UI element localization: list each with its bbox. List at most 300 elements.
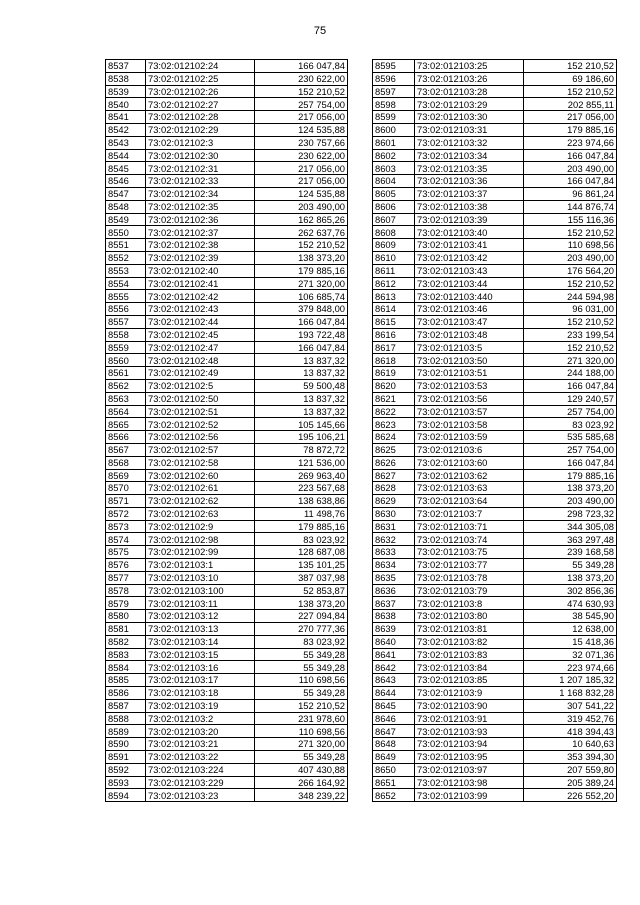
cadastral-number: 73:02:012103:85 — [415, 674, 524, 687]
cadastral-number: 73:02:012102:30 — [146, 149, 255, 162]
row-number: 8557 — [106, 315, 146, 328]
row-number: 8605 — [373, 187, 415, 200]
table-row — [106, 303, 348, 316]
cadastral-number: 73:02:012102:45 — [146, 328, 255, 341]
row-number: 8601 — [373, 136, 415, 149]
table-row — [373, 392, 617, 405]
cadastral-number: 73:02:012103:16 — [146, 661, 255, 674]
row-number: 8639 — [373, 623, 415, 636]
cadastral-value: 262 637,76 — [255, 226, 348, 239]
cadastral-number: 73:02:012103:19 — [146, 699, 255, 712]
table-row — [106, 610, 348, 623]
cadastral-value: 217 056,00 — [255, 175, 348, 188]
row-number: 8614 — [373, 303, 415, 316]
table-row — [106, 635, 348, 648]
cadastral-value: 32 071,36 — [524, 648, 617, 661]
cadastral-value: 152 210,52 — [524, 315, 617, 328]
row-number: 8552 — [106, 251, 146, 264]
table-row — [373, 418, 617, 431]
row-number: 8582 — [106, 635, 146, 648]
cadastral-value: 166 047,84 — [255, 315, 348, 328]
cadastral-number: 73:02:012103:75 — [415, 546, 524, 559]
cadastral-value: 217 056,00 — [255, 111, 348, 124]
cadastral-value: 78 872,72 — [255, 443, 348, 456]
table-row — [106, 239, 348, 252]
table-row — [373, 264, 617, 277]
cadastral-number: 73:02:012103:22 — [146, 751, 255, 764]
cadastral-number: 73:02:012103:9 — [415, 687, 524, 700]
cadastral-value: 13 837,32 — [255, 392, 348, 405]
cadastral-number: 73:02:012102:62 — [146, 495, 255, 508]
row-number: 8577 — [106, 571, 146, 584]
table-row — [373, 495, 617, 508]
cadastral-value: 230 622,00 — [255, 149, 348, 162]
cadastral-value: 69 186,60 — [524, 72, 617, 85]
table-row — [106, 725, 348, 738]
table-row — [106, 98, 348, 111]
table-row — [373, 623, 617, 636]
row-number: 8647 — [373, 725, 415, 738]
row-number: 8542 — [106, 123, 146, 136]
row-number: 8615 — [373, 315, 415, 328]
row-number: 8588 — [106, 712, 146, 725]
cadastral-number: 73:02:012103:5 — [415, 341, 524, 354]
row-number: 8586 — [106, 687, 146, 700]
row-number: 8576 — [106, 559, 146, 572]
cadastral-value: 307 541,22 — [524, 699, 617, 712]
cadastral-value: 152 210,52 — [524, 85, 617, 98]
cadastral-number: 73:02:012103:21 — [146, 738, 255, 751]
cadastral-number: 73:02:012102:49 — [146, 367, 255, 380]
row-number: 8548 — [106, 200, 146, 213]
table-row — [373, 303, 617, 316]
table-row — [373, 661, 617, 674]
table-row — [373, 72, 617, 85]
cadastral-number: 73:02:012103:29 — [415, 98, 524, 111]
table-row — [373, 789, 617, 802]
cadastral-number: 73:02:012103:94 — [415, 738, 524, 751]
cadastral-number: 73:02:012103:28 — [415, 85, 524, 98]
table-row — [373, 482, 617, 495]
table-body — [373, 60, 617, 802]
row-number: 8563 — [106, 392, 146, 405]
table-row — [106, 751, 348, 764]
table-row — [106, 763, 348, 776]
table-row — [373, 648, 617, 661]
row-number: 8607 — [373, 213, 415, 226]
table-row — [106, 661, 348, 674]
cadastral-value: 55 349,28 — [524, 559, 617, 572]
cadastral-table-left — [105, 59, 348, 802]
table-row — [106, 789, 348, 802]
row-number: 8598 — [373, 98, 415, 111]
cadastral-value: 387 037,98 — [255, 571, 348, 584]
cadastral-value: 138 373,20 — [524, 571, 617, 584]
cadastral-number: 73:02:012102:52 — [146, 418, 255, 431]
cadastral-number: 73:02:012103:12 — [146, 610, 255, 623]
row-number: 8559 — [106, 341, 146, 354]
cadastral-value: 363 297,48 — [524, 533, 617, 546]
table-row — [106, 559, 348, 572]
cadastral-value: 353 394,30 — [524, 751, 617, 764]
cadastral-number: 73:02:012102:29 — [146, 123, 255, 136]
cadastral-value: 13 837,32 — [255, 367, 348, 380]
cadastral-number: 73:02:012103:20 — [146, 725, 255, 738]
cadastral-value: 144 876,74 — [524, 200, 617, 213]
cadastral-number: 73:02:012103:10 — [146, 571, 255, 584]
row-number: 8537 — [106, 60, 146, 73]
cadastral-number: 73:02:012102:39 — [146, 251, 255, 264]
cadastral-number: 73:02:012102:28 — [146, 111, 255, 124]
table-row — [106, 341, 348, 354]
table-row — [106, 162, 348, 175]
cadastral-number: 73:02:012102:56 — [146, 431, 255, 444]
row-number: 8562 — [106, 379, 146, 392]
cadastral-number: 73:02:012103:30 — [415, 111, 524, 124]
row-number: 8594 — [106, 789, 146, 802]
row-number: 8629 — [373, 495, 415, 508]
cadastral-number: 73:02:012103:63 — [415, 482, 524, 495]
cadastral-value: 230 757,66 — [255, 136, 348, 149]
cadastral-number: 73:02:012103:81 — [415, 623, 524, 636]
row-number: 8645 — [373, 699, 415, 712]
row-number: 8622 — [373, 405, 415, 418]
table-row — [373, 584, 617, 597]
row-number: 8573 — [106, 520, 146, 533]
cadastral-number: 73:02:012103:6 — [415, 443, 524, 456]
cadastral-number: 73:02:012102:26 — [146, 85, 255, 98]
table-row — [373, 251, 617, 264]
table-row — [106, 738, 348, 751]
cadastral-value: 207 559,80 — [524, 763, 617, 776]
table-row — [373, 213, 617, 226]
row-number: 8590 — [106, 738, 146, 751]
table-row — [373, 469, 617, 482]
cadastral-number: 73:02:012103:56 — [415, 392, 524, 405]
table-row — [106, 674, 348, 687]
cadastral-value: 348 239,22 — [255, 789, 348, 802]
cadastral-number: 73:02:012102:42 — [146, 290, 255, 303]
cadastral-number: 73:02:012103:62 — [415, 469, 524, 482]
cadastral-value: 52 853,87 — [255, 584, 348, 597]
cadastral-number: 73:02:012103:95 — [415, 751, 524, 764]
row-number: 8544 — [106, 149, 146, 162]
cadastral-value: 379 848,00 — [255, 303, 348, 316]
cadastral-number: 73:02:012102:61 — [146, 482, 255, 495]
row-number: 8547 — [106, 187, 146, 200]
cadastral-number: 73:02:012103:25 — [415, 60, 524, 73]
cadastral-value: 55 349,28 — [255, 661, 348, 674]
row-number: 8564 — [106, 405, 146, 418]
row-number: 8591 — [106, 751, 146, 764]
cadastral-value: 217 056,00 — [255, 162, 348, 175]
cadastral-value: 38 545,90 — [524, 610, 617, 623]
cadastral-value: 106 685,74 — [255, 290, 348, 303]
cadastral-value: 233 199,54 — [524, 328, 617, 341]
table-row — [106, 175, 348, 188]
table-row — [373, 725, 617, 738]
cadastral-value: 138 373,20 — [524, 482, 617, 495]
table-row — [373, 546, 617, 559]
cadastral-number: 73:02:012102:25 — [146, 72, 255, 85]
cadastral-number: 73:02:012102:9 — [146, 520, 255, 533]
row-number: 8613 — [373, 290, 415, 303]
cadastral-value: 271 320,00 — [255, 738, 348, 751]
table-row — [106, 328, 348, 341]
cadastral-number: 73:02:012103:37 — [415, 187, 524, 200]
cadastral-number: 73:02:012103:50 — [415, 354, 524, 367]
row-number: 8600 — [373, 123, 415, 136]
cadastral-number: 73:02:012103:99 — [415, 789, 524, 802]
cadastral-number: 73:02:012103:31 — [415, 123, 524, 136]
cadastral-value: 223 974,66 — [524, 136, 617, 149]
table-row — [106, 111, 348, 124]
table-row — [106, 431, 348, 444]
table-row — [106, 687, 348, 700]
row-number: 8541 — [106, 111, 146, 124]
cadastral-value: 124 535,88 — [255, 123, 348, 136]
row-number: 8638 — [373, 610, 415, 623]
table-row — [373, 431, 617, 444]
cadastral-value: 162 865,26 — [255, 213, 348, 226]
row-number: 8610 — [373, 251, 415, 264]
cadastral-value: 155 116,36 — [524, 213, 617, 226]
cadastral-value: 152 210,52 — [524, 341, 617, 354]
cadastral-value: 266 164,92 — [255, 776, 348, 789]
cadastral-number: 73:02:012102:37 — [146, 226, 255, 239]
cadastral-number: 73:02:012103:100 — [146, 584, 255, 597]
table-row — [373, 456, 617, 469]
table-row — [106, 469, 348, 482]
table-row — [106, 200, 348, 213]
cadastral-value: 179 885,16 — [255, 520, 348, 533]
cadastral-value: 179 885,16 — [255, 264, 348, 277]
cadastral-value: 55 349,28 — [255, 687, 348, 700]
table-row — [106, 213, 348, 226]
cadastral-value: 12 638,00 — [524, 623, 617, 636]
cadastral-number: 73:02:012103:97 — [415, 763, 524, 776]
table-row — [373, 738, 617, 751]
cadastral-value: 1 168 832,28 — [524, 687, 617, 700]
table-row — [373, 507, 617, 520]
cadastral-number: 73:02:012102:40 — [146, 264, 255, 277]
row-number: 8633 — [373, 546, 415, 559]
row-number: 8572 — [106, 507, 146, 520]
row-number: 8642 — [373, 661, 415, 674]
row-number: 8608 — [373, 226, 415, 239]
cadastral-value: 55 349,28 — [255, 648, 348, 661]
cadastral-number: 73:02:012102:27 — [146, 98, 255, 111]
row-number: 8624 — [373, 431, 415, 444]
row-number: 8620 — [373, 379, 415, 392]
cadastral-value: 271 320,00 — [255, 277, 348, 290]
cadastral-value: 166 047,84 — [524, 456, 617, 469]
cadastral-value: 166 047,84 — [524, 379, 617, 392]
cadastral-value: 110 698,56 — [255, 725, 348, 738]
row-number: 8640 — [373, 635, 415, 648]
cadastral-number: 73:02:012102:47 — [146, 341, 255, 354]
row-number: 8618 — [373, 354, 415, 367]
table-row — [106, 277, 348, 290]
cadastral-number: 73:02:012103:59 — [415, 431, 524, 444]
cadastral-value: 96 861,24 — [524, 187, 617, 200]
row-number: 8626 — [373, 456, 415, 469]
row-number: 8595 — [373, 60, 415, 73]
cadastral-value: 138 373,20 — [255, 251, 348, 264]
table-row — [106, 776, 348, 789]
cadastral-number: 73:02:012102:5 — [146, 379, 255, 392]
cadastral-number: 73:02:012103:11 — [146, 597, 255, 610]
table-row — [373, 699, 617, 712]
table-row — [106, 60, 348, 73]
cadastral-number: 73:02:012103:440 — [415, 290, 524, 303]
table-row — [106, 648, 348, 661]
row-number: 8611 — [373, 264, 415, 277]
cadastral-value: 83 023,92 — [524, 418, 617, 431]
cadastral-number: 73:02:012103:78 — [415, 571, 524, 584]
row-number: 8554 — [106, 277, 146, 290]
row-number: 8574 — [106, 533, 146, 546]
cadastral-number: 73:02:012103:32 — [415, 136, 524, 149]
cadastral-number: 73:02:012102:3 — [146, 136, 255, 149]
cadastral-number: 73:02:012102:44 — [146, 315, 255, 328]
row-number: 8555 — [106, 290, 146, 303]
table-row — [106, 354, 348, 367]
cadastral-value: 257 754,00 — [524, 405, 617, 418]
cadastral-value: 217 056,00 — [524, 111, 617, 124]
table-row — [373, 687, 617, 700]
cadastral-value: 138 373,20 — [255, 597, 348, 610]
table-row — [373, 239, 617, 252]
table-row — [106, 418, 348, 431]
cadastral-number: 73:02:012103:91 — [415, 712, 524, 725]
row-number: 8651 — [373, 776, 415, 789]
table-row — [373, 405, 617, 418]
cadastral-number: 73:02:012103:60 — [415, 456, 524, 469]
cadastral-value: 129 240,57 — [524, 392, 617, 405]
cadastral-number: 73:02:012102:41 — [146, 277, 255, 290]
table-row — [106, 571, 348, 584]
row-number: 8652 — [373, 789, 415, 802]
table-row — [373, 123, 617, 136]
row-number: 8578 — [106, 584, 146, 597]
table-row — [373, 98, 617, 111]
row-number: 8606 — [373, 200, 415, 213]
table-row — [373, 379, 617, 392]
cadastral-number: 73:02:012102:63 — [146, 507, 255, 520]
table-row — [373, 674, 617, 687]
row-number: 8561 — [106, 367, 146, 380]
table-row — [106, 315, 348, 328]
cadastral-number: 73:02:012103:38 — [415, 200, 524, 213]
table-row — [373, 149, 617, 162]
row-number: 8575 — [106, 546, 146, 559]
row-number: 8553 — [106, 264, 146, 277]
table-row — [373, 162, 617, 175]
cadastral-value: 195 106,21 — [255, 431, 348, 444]
table-row — [106, 482, 348, 495]
cadastral-value: 124 535,88 — [255, 187, 348, 200]
cadastral-value: 110 698,56 — [524, 239, 617, 252]
cadastral-value: 152 210,52 — [255, 239, 348, 252]
cadastral-value: 179 885,16 — [524, 123, 617, 136]
row-number: 8649 — [373, 751, 415, 764]
table-row — [373, 175, 617, 188]
row-number: 8634 — [373, 559, 415, 572]
row-number: 8589 — [106, 725, 146, 738]
table-row — [373, 533, 617, 546]
cadastral-number: 73:02:012102:43 — [146, 303, 255, 316]
cadastral-number: 73:02:012102:99 — [146, 546, 255, 559]
cadastral-number: 73:02:012102:24 — [146, 60, 255, 73]
cadastral-value: 179 885,16 — [524, 469, 617, 482]
table-row — [106, 123, 348, 136]
cadastral-value: 257 754,00 — [524, 443, 617, 456]
cadastral-number: 73:02:012103:36 — [415, 175, 524, 188]
table-row — [373, 520, 617, 533]
cadastral-number: 73:02:012103:229 — [146, 776, 255, 789]
table-row — [106, 584, 348, 597]
table-row — [106, 495, 348, 508]
table-row — [373, 751, 617, 764]
cadastral-number: 73:02:012103:13 — [146, 623, 255, 636]
cadastral-value: 152 210,52 — [524, 226, 617, 239]
cadastral-number: 73:02:012103:74 — [415, 533, 524, 546]
cadastral-number: 73:02:012102:98 — [146, 533, 255, 546]
table-row — [373, 367, 617, 380]
row-number: 8540 — [106, 98, 146, 111]
row-number: 8546 — [106, 175, 146, 188]
cadastral-number: 73:02:012102:50 — [146, 392, 255, 405]
cadastral-number: 73:02:012103:79 — [415, 584, 524, 597]
table-row — [106, 85, 348, 98]
cadastral-number: 73:02:012102:48 — [146, 354, 255, 367]
row-number: 8597 — [373, 85, 415, 98]
cadastral-number: 73:02:012103:77 — [415, 559, 524, 572]
cadastral-number: 73:02:012103:82 — [415, 635, 524, 648]
table-row — [373, 136, 617, 149]
row-number: 8603 — [373, 162, 415, 175]
table-row — [106, 367, 348, 380]
cadastral-number: 73:02:012103:48 — [415, 328, 524, 341]
row-number: 8581 — [106, 623, 146, 636]
row-number: 8612 — [373, 277, 415, 290]
cadastral-number: 73:02:012102:60 — [146, 469, 255, 482]
cadastral-value: 193 722,48 — [255, 328, 348, 341]
cadastral-number: 73:02:012103:15 — [146, 648, 255, 661]
cadastral-value: 15 418,36 — [524, 635, 617, 648]
cadastral-value: 223 974,66 — [524, 661, 617, 674]
cadastral-value: 257 754,00 — [255, 98, 348, 111]
cadastral-number: 73:02:012103:14 — [146, 635, 255, 648]
cadastral-value: 244 188,00 — [524, 367, 617, 380]
cadastral-value: 203 490,00 — [524, 162, 617, 175]
cadastral-value: 407 430,88 — [255, 763, 348, 776]
table-row — [373, 290, 617, 303]
row-number: 8556 — [106, 303, 146, 316]
cadastral-value: 269 963,40 — [255, 469, 348, 482]
row-number: 8580 — [106, 610, 146, 623]
table-row — [373, 111, 617, 124]
row-number: 8604 — [373, 175, 415, 188]
cadastral-value: 1 207 185,32 — [524, 674, 617, 687]
row-number: 8585 — [106, 674, 146, 687]
row-number: 8570 — [106, 482, 146, 495]
table-row — [106, 290, 348, 303]
cadastral-value: 166 047,84 — [524, 149, 617, 162]
table-row — [106, 251, 348, 264]
row-number: 8539 — [106, 85, 146, 98]
